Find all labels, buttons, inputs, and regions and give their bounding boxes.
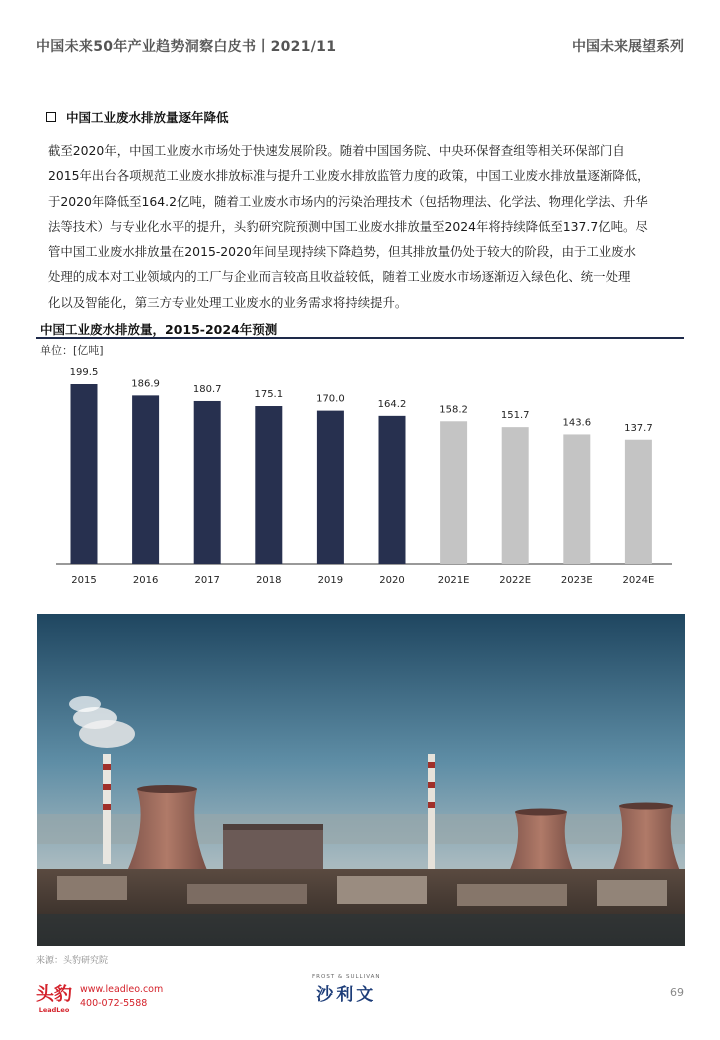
body-line: 2015年出台各项规范工业废水排放标准与提升工业废水排放监管力度的政策，中国工业废水排放量逐渐降低，: [48, 168, 650, 184]
x-tick-label-2019: 2019: [317, 575, 344, 586]
bar-2016: [132, 395, 159, 564]
x-tick-label-2017: 2017: [194, 575, 220, 586]
bar-2021E: [440, 421, 467, 564]
value-label-2023E: 143.6: [562, 417, 592, 429]
leadleo-logo: [36, 980, 163, 1014]
section-title-text: 中国工业废水排放量逐年降低: [66, 110, 229, 125]
page-number: 69: [670, 986, 684, 999]
value-label-2015: 199.5: [69, 367, 99, 378]
value-label-2021E: 158.2: [439, 404, 468, 416]
body-paragraph: [48, 138, 682, 315]
bar-2019: [317, 411, 344, 564]
value-label-2018: 175.1: [254, 389, 284, 401]
x-tick-label-2015: 2015: [71, 575, 97, 586]
logo-sub: LeadLeo: [38, 1006, 70, 1014]
x-tick-label-2022E: 2022E: [499, 575, 532, 586]
bar-2022E: [502, 427, 529, 564]
x-tick-label-2016: 2016: [132, 575, 159, 586]
frost-sullivan-en: FROST & SULLIVAN: [312, 974, 381, 980]
value-label-2022E: 151.7: [500, 410, 530, 422]
logo-contact: [80, 983, 163, 1011]
value-label-2016: 186.9: [131, 378, 160, 390]
cooling-towers-illustration: [37, 614, 685, 946]
section-heading: [46, 108, 229, 126]
x-tick-label-2018: 2018: [256, 575, 282, 586]
chart-unit-label: 单位：[亿吨]: [40, 344, 104, 357]
frost-sullivan-cn: 沙利文: [316, 985, 377, 1005]
bar-2024E: [625, 440, 652, 564]
x-tick-label-2021E: 2021E: [437, 575, 470, 586]
source-note: 来源：头豹研究院: [36, 956, 109, 966]
x-tick-label-2024E: 2024E: [622, 575, 655, 586]
body-line: 截至2020年，中国工业废水市场处于快速发展阶段。随着中国国务院、中央环保督查组等相关环保部门自: [48, 143, 625, 158]
website-link[interactable]: www.leadleo.com: [80, 984, 164, 995]
x-tick-label-2020: 2020: [379, 575, 405, 586]
phone-number: 400-072-5588: [80, 998, 148, 1009]
body-line: 化以及智能化，第三方专业处理工业废水的业务需求将持续提升。: [48, 294, 408, 310]
bar-2020: [379, 416, 406, 564]
logo-block: [36, 980, 72, 1014]
body-line: 于2020年降低至164.2亿吨，随着工业废水市场内的污染治理技术（包括物理法、化学法、物理化学法、升华: [48, 193, 648, 209]
chart-title: 中国工业废水排放量，2015-2024年预测: [40, 322, 278, 337]
bar-chart: [36, 356, 684, 596]
bullet-square-icon: [46, 112, 56, 122]
value-label-2020: 164.2: [377, 398, 407, 410]
frost-sullivan-logo: [312, 974, 381, 1005]
bar-2018: [255, 406, 282, 564]
value-label-2019: 170.0: [316, 393, 345, 405]
chart-title-rule: [36, 337, 684, 339]
x-tick-label-2023E: 2023E: [560, 575, 593, 586]
bar-2023E: [563, 434, 590, 564]
bar-2017: [194, 401, 221, 564]
value-label-2017: 180.7: [192, 383, 222, 395]
series-name: 中国未来展望系列: [572, 39, 684, 55]
logo-text: 头豹: [36, 984, 72, 1005]
value-label-2024E: 137.7: [624, 422, 653, 434]
body-line: 法等技术）与专业化水平的提升，头豹研究院预测中国工业废水排放量至2024年将持续降低至137.7亿吨。尽: [48, 218, 648, 234]
body-line: 处理的成本对工业领域内的工厂与企业而言较高且收益较低，随着工业废水市场逐渐迈入绿色化、统一处理: [48, 269, 631, 285]
document-header-title: 中国未来50年产业趋势洞察白皮书丨2021/11: [36, 39, 337, 55]
industrial-plant-photo: [37, 614, 685, 946]
body-line: 管中国工业废水排放量在2015-2020年间呈现持续下降趋势，但其排放量仍处于较大的阶段，由于工业废水: [48, 244, 636, 260]
bar-2015: [71, 384, 98, 564]
